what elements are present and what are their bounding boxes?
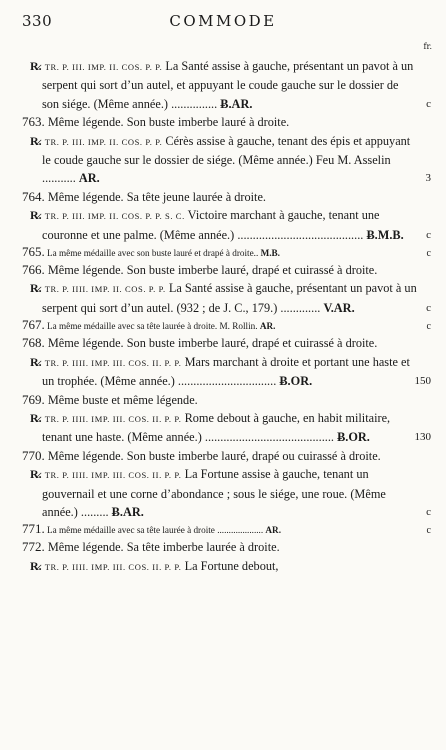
metal-module: V.AR. (323, 300, 355, 315)
catalogue-entry (22, 113, 417, 131)
entry-description: Même légende. Son buste imberbe lauré, drapé et cuirassé à droite. (47, 263, 378, 278)
reverse-description (22, 465, 431, 521)
reverse-mark: R̷. (30, 133, 42, 148)
entry-description: La Fortune debout, (184, 558, 279, 573)
entry-number: 763. (22, 114, 45, 130)
catalogue-entry (22, 244, 431, 261)
catalogue-entry (22, 521, 431, 538)
reverse-mark: R̷. (30, 354, 42, 369)
entry-description: Même légende. Son buste imberbe lauré, drapé et cuirassé à droite. (47, 336, 378, 351)
coin-legend: TR. P. IIII. IMP. II. COS. P. P. (44, 284, 166, 295)
catalogue-entries (22, 57, 431, 576)
entry-description: Même légende. Sa tête imberbe laurée à droite. (47, 540, 280, 555)
entry-description: La Santé assise à gauche, présentant un pavot à un serpent qui sort d’un autel. (932 ; de J. C., 179.) (42, 281, 417, 315)
leader-dots: .................... (217, 525, 264, 536)
rarity-value: c (426, 525, 431, 537)
reverse-mark: R̷. (30, 208, 42, 223)
entry-number: 772. (22, 539, 45, 555)
entry-number: 771. (22, 521, 45, 537)
metal-module: Ƀ.AR. (220, 96, 253, 111)
rarity-value: c (426, 248, 431, 260)
reverse-description (22, 57, 431, 113)
metal-module: AR. (78, 171, 100, 186)
reverse-description (22, 279, 431, 317)
entry-number: 769. (22, 391, 45, 407)
reverse-mark: R̷. (30, 59, 42, 73)
catalogue-entry (22, 447, 417, 465)
rarity-value: c (426, 321, 431, 333)
coin-legend: TR. P. IIII. IMP. III. COS. II. P. P. (44, 561, 182, 572)
entry-number: 768. (22, 335, 45, 351)
metal-module: AR. (265, 525, 281, 536)
leader-dots: ................................ (177, 374, 277, 389)
rarity-value: c (426, 301, 431, 314)
coin-legend: TR. P. III. IMP. II. COS. P. P. (44, 62, 163, 72)
entry-description: Victoire marchant à gauche, tenant une couronne et une palme. (Même année.) (42, 208, 380, 242)
entry-description: Mars marchant à droite et portant une haste et un trophée. (Même année.) (42, 354, 410, 389)
page-header (22, 12, 424, 34)
page-title: COMMODE (169, 12, 277, 30)
coin-legend: TR. P. III. IMP. II. COS. P. P. (44, 136, 163, 147)
entry-description: La Santé assise à gauche, présentant un pavot à un serpent qui sort d’un autel, et appuyant le coude gauche sur le dossier de son siége. (Même année.) (42, 59, 414, 111)
entry-description: La même médaille avec sa tête laurée à droite (47, 525, 215, 536)
rarity-value: 150 (414, 375, 431, 388)
catalogue-entry (22, 538, 417, 556)
reverse-description (22, 353, 431, 391)
entry-description: Même légende. Son buste imberbe lauré, drapé ou cuirassé à droite. (47, 448, 381, 463)
rarity-value: 3 (425, 172, 431, 185)
page-number: 330 (22, 12, 53, 30)
rarity-value: c (426, 228, 431, 241)
entry-number: 766. (22, 262, 45, 278)
reverse-description (22, 557, 417, 576)
entry-description: Même légende. Sa tête jeune laurée à droite. (47, 189, 266, 204)
entry-description: La même médaille avec sa tête laurée à droite. M. Rollin. (47, 321, 258, 332)
leader-dots: ............. (280, 300, 321, 315)
entry-description: La même médaille avec son buste lauré et drapé à droite.. (47, 248, 259, 259)
entry-description: Rome debout à gauche, en habit militaire, tenant une haste. (Même année.) (42, 410, 391, 445)
entry-description: Même buste et même légende. (47, 392, 198, 407)
rarity-column-label: fr. (423, 42, 432, 51)
leader-dots: ......... (80, 504, 109, 519)
metal-module: Ƀ.AR. (111, 504, 144, 519)
catalogue-entry (22, 391, 417, 409)
entry-description: Cérès assise à gauche, tenant des épis et appuyant le coude gauche sur le dossier de siége. (Même année.) Feu M. Asselin (42, 133, 411, 168)
entry-number: 770. (22, 447, 45, 463)
metal-module: AR. (259, 321, 276, 332)
reverse-description (22, 132, 431, 188)
entry-number: 765. (22, 244, 45, 260)
entry-description: La Fortune assise à gauche, tenant un gouvernail et une corne d’abondance ; sous le siége, une roue. (Même année.) (42, 467, 386, 519)
reverse-description (22, 206, 431, 244)
rarity-value: c (426, 505, 431, 518)
metal-module: Ƀ.OR. (337, 430, 370, 445)
entry-number: 764. (22, 188, 45, 204)
catalogue-entry (22, 188, 417, 206)
leader-dots: ......................................... (237, 227, 364, 242)
coin-legend: TR. P. IIII. IMP. III. COS. II. P. P. (44, 413, 182, 424)
entry-description: Même légende. Son buste imberbe lauré à droite. (47, 115, 290, 130)
reverse-description (22, 409, 431, 447)
coin-legend: TR. P. IIII. IMP. III. COS. II. P. P. (44, 357, 182, 368)
leader-dots: ........... (42, 171, 76, 186)
reverse-mark: R̷. (30, 558, 42, 573)
rarity-value: 130 (414, 431, 431, 444)
entry-number: 767. (22, 317, 45, 333)
reverse-mark: R̷. (30, 467, 42, 482)
rarity-value: c (426, 97, 431, 110)
leader-dots: .......................................... (204, 430, 334, 445)
catalogue-entry (22, 261, 417, 279)
coin-legend: TR. P. III. IMP. II. COS. P. P. S. C. (44, 211, 185, 222)
metal-module: M.B. (260, 248, 280, 259)
leader-dots: ............... (171, 96, 218, 111)
catalogue-entry (22, 334, 417, 352)
metal-module: Ƀ.M.B. (366, 227, 404, 242)
coin-legend: TR. P. IIII. IMP. III. COS. II. P. P. (44, 470, 182, 481)
reverse-mark: R̷. (30, 410, 42, 425)
catalogue-entry (22, 317, 431, 334)
reverse-mark: R̷. (30, 281, 42, 296)
metal-module: Ƀ.OR. (279, 374, 313, 389)
